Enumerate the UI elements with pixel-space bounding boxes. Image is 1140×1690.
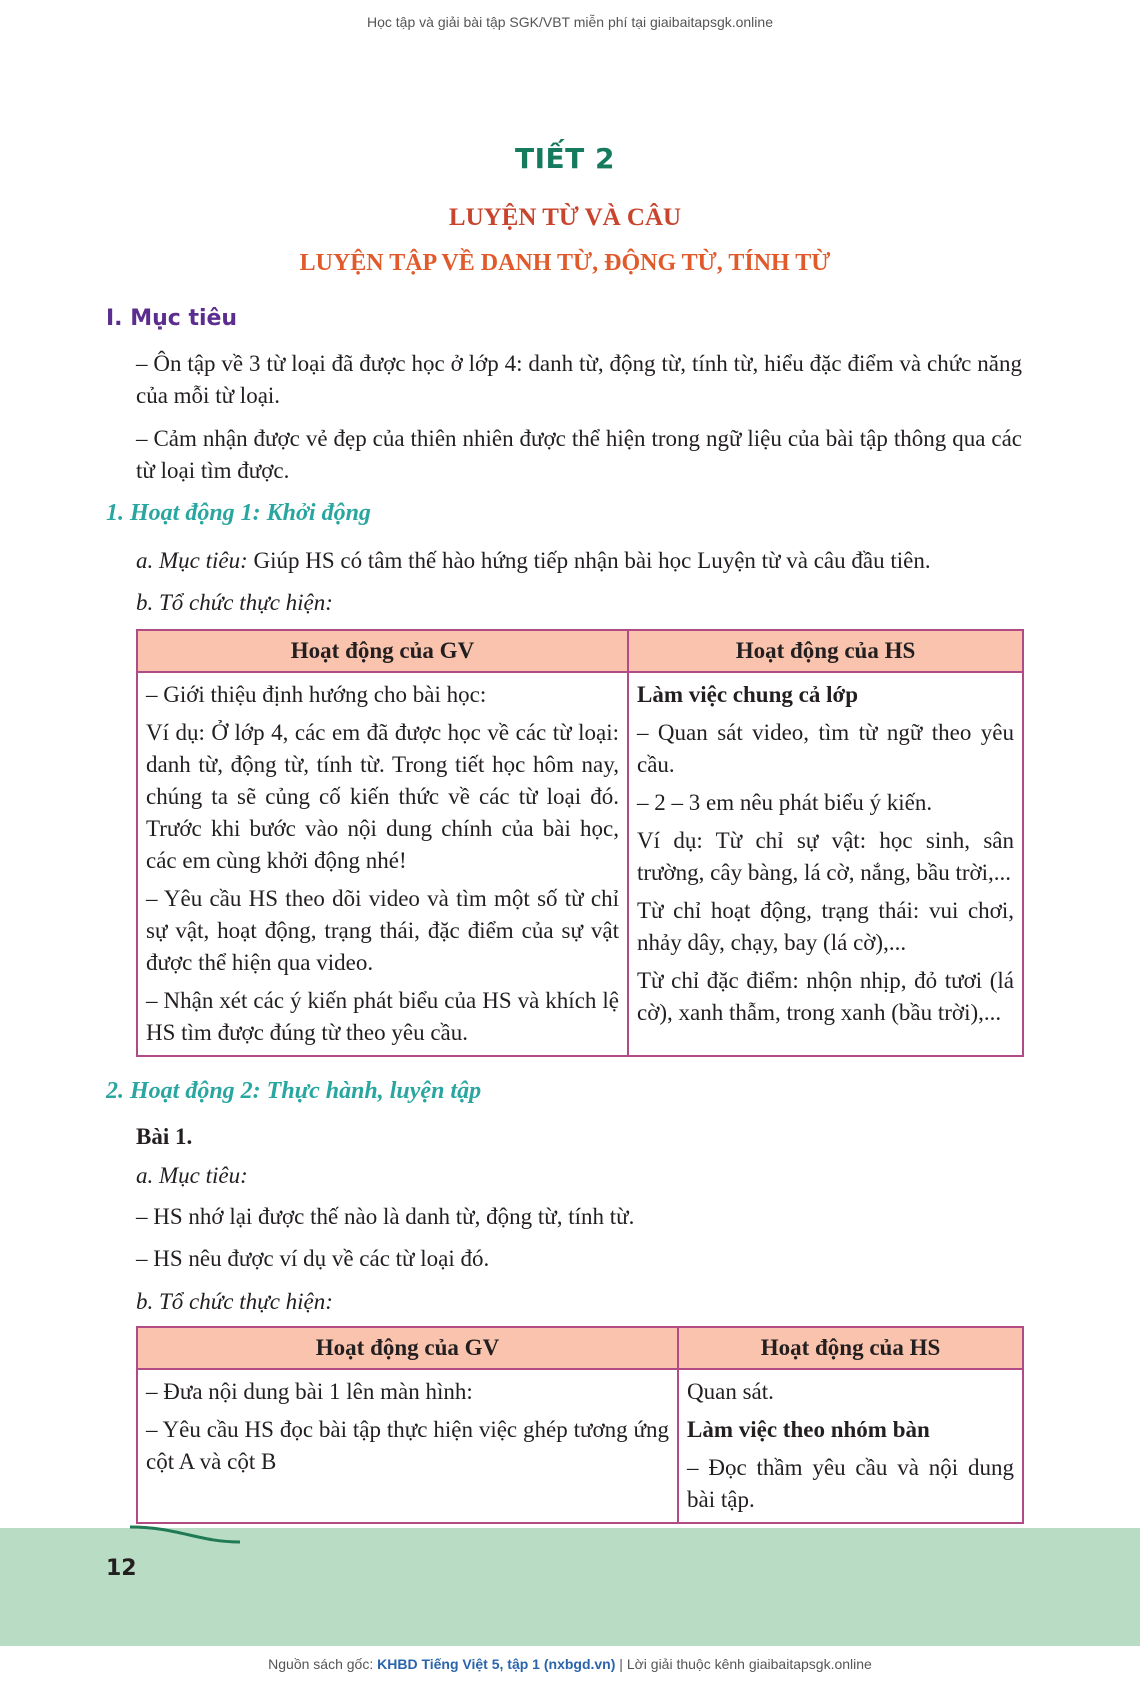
gv-step: – Giới thiệu định hướng cho bài học:	[146, 682, 487, 707]
exercise-title: Bài 1.	[136, 1124, 193, 1149]
activity-2-org-label: b. Tổ chức thực hiện:	[136, 1289, 333, 1314]
table-row	[137, 1369, 1023, 1523]
activity-1-org-label: b. Tổ chức thực hiện:	[136, 590, 333, 615]
lesson-code: TIẾT 2	[515, 142, 615, 175]
footer-wave	[0, 1515, 1140, 1545]
page-number: 12	[106, 1556, 137, 1581]
gv-step: – Yêu cầu HS đọc bài tập thực hiện việc ghép tương ứng cột A và cột B	[146, 1417, 669, 1474]
gv-step: Ví dụ: Ở lớp 4, các em đã được học về các từ loại: danh từ, động từ, tính từ. Trong tiết học hôm nay, chúng ta sẽ củng cố kiến thức về các từ loại đó. Trước khi bước vào nội dung chính của bài học, các em cùng khởi động nhé!	[146, 720, 619, 873]
activity-2-heading: 2. Hoạt động 2: Thực hành, luyện tập	[106, 1078, 482, 1104]
objective-1: – Ôn tập về 3 từ loại đã được học ở lớp 4: danh từ, động từ, tính từ, hiểu đặc điểm và chức năng của mỗi từ loại.	[136, 351, 1022, 408]
hs-mode: Làm việc theo nhóm bàn	[687, 1417, 930, 1442]
hs-step: – Đọc thầm yêu cầu và nội dung bài tập.	[687, 1455, 1014, 1512]
hs-activities-cell	[678, 1369, 1023, 1523]
hs-step: Từ chỉ hoạt động, trạng thái: vui chơi, nhảy dây, chạy, bay (lá cờ),...	[637, 898, 1014, 955]
source-prefix: Nguồn sách gốc:	[268, 1656, 378, 1672]
table-row	[137, 672, 1023, 1056]
gv-activities-cell	[137, 1369, 678, 1523]
source-suffix: | Lời giải thuộc kênh giaibaitapsgk.online	[615, 1656, 872, 1672]
activity-1-heading: 1. Hoạt động 1: Khởi động	[106, 500, 371, 526]
column-header-hs: Hoạt động của HS	[678, 1327, 1023, 1369]
column-header-hs: Hoạt động của HS	[628, 630, 1023, 672]
gv-step: – Yêu cầu HS theo dõi video và tìm một số từ chỉ sự vật, hoạt động, trạng thái, đặc điểm của sự vật được thể hiện qua video.	[146, 886, 619, 975]
activity-2-goal-1: – HS nhớ lại được thế nào là danh từ, động từ, tính từ.	[136, 1204, 635, 1229]
hs-step: Ví dụ: Từ chỉ sự vật: học sinh, sân trường, cây bàng, lá cờ, nắng, bầu trời,...	[637, 828, 1014, 885]
header-note: Học tập và giải bài tập SGK/VBT miễn phí tại giaibaitapsgk.online	[367, 14, 773, 30]
gv-activities-cell	[137, 672, 628, 1056]
hs-step: Quan sát.	[687, 1379, 774, 1404]
column-header-gv: Hoạt động của GV	[137, 1327, 678, 1369]
activity-2-goal-2: – HS nêu được ví dụ về các từ loại đó.	[136, 1246, 490, 1271]
hs-activities-cell	[628, 672, 1023, 1056]
hs-mode: Làm việc chung cả lớp	[637, 682, 859, 707]
lesson-title: LUYỆN TỪ VÀ CÂU	[448, 204, 682, 231]
table-header-row	[137, 630, 1023, 672]
source-note	[0, 1656, 1140, 1672]
activity-1-goal	[136, 545, 1022, 577]
hs-step: – 2 – 3 em nêu phát biểu ý kiến.	[637, 790, 933, 815]
table-header-row	[137, 1327, 1023, 1369]
footer-band	[0, 1528, 1140, 1646]
column-header-gv: Hoạt động của GV	[137, 630, 628, 672]
hs-step: – Quan sát video, tìm từ ngữ theo yêu cầu.	[637, 720, 1014, 777]
gv-step: – Đưa nội dung bài 1 lên màn hình:	[146, 1379, 473, 1404]
activity-1-goal-text: Giúp HS có tâm thế hào hứng tiếp nhận bài học Luyện từ và câu đầu tiên.	[247, 548, 931, 573]
source-book-link[interactable]: KHBD Tiếng Việt 5, tập 1 (nxbgd.vn)	[377, 1656, 616, 1672]
activity-2-goal-label: a. Mục tiêu:	[136, 1163, 248, 1188]
gv-step: – Nhận xét các ý kiến phát biểu của HS và khích lệ HS tìm được đúng từ theo yêu cầu.	[146, 988, 619, 1045]
section-heading-objectives: I. Mục tiêu	[106, 306, 238, 331]
activity-2-table	[136, 1326, 1024, 1524]
activity-1-goal-label: a. Mục tiêu:	[136, 548, 248, 573]
hs-step: Từ chỉ đặc điểm: nhộn nhịp, đỏ tươi (lá cờ), xanh thẫm, trong xanh (bầu trời),...	[637, 968, 1014, 1025]
lesson-subtitle: LUYỆN TẬP VỀ DANH TỪ, ĐỘNG TỪ, TÍNH TỪ	[299, 250, 831, 276]
objective-2: – Cảm nhận được vẻ đẹp của thiên nhiên được thể hiện trong ngữ liệu của bài tập thông qua các từ loại tìm được.	[136, 426, 1022, 483]
activity-1-table	[136, 629, 1024, 1057]
